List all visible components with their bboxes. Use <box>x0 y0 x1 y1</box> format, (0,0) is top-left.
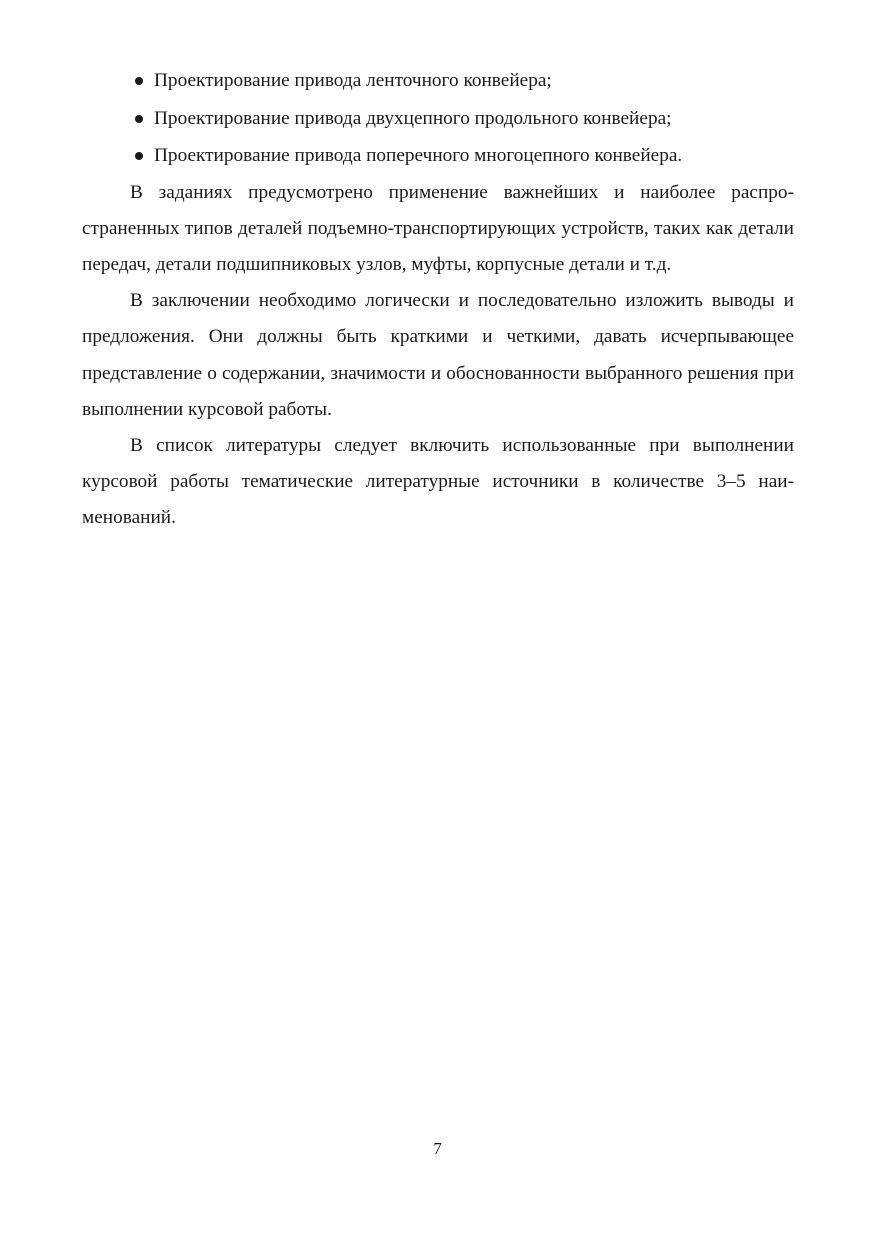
list-item <box>82 62 794 100</box>
page-body <box>82 62 794 537</box>
bullet-icon <box>135 115 143 123</box>
topic-list <box>82 62 794 175</box>
page-number: 7 <box>433 1139 442 1158</box>
paragraph-assignments: В заданиях предусмотрено применение важнейших и наиболее распространенных типов деталей подъемно-транспортирующих устройств, таких как детали передач, детали подшипниковых узлов, муфты, корпусные детали и т.д. <box>82 181 794 275</box>
list-item-text: Проектирование привода ленточного конвейера; <box>154 70 552 91</box>
list-item-text: Проектирование привода двухцепного продольного конвейера; <box>154 107 672 129</box>
bullet-icon <box>135 152 143 160</box>
bullet-icon <box>135 77 143 85</box>
list-item <box>82 137 794 175</box>
paragraph-conclusion: В заключении необходимо логически и последовательно изложить выводы и предложения. Они должны быть краткими и четкими, давать исчерпывающее представление о содержании, значимости и обоснованности выбранного решения при выполнении курсовой работы. <box>82 290 794 420</box>
list-item-text: Проектирование привода поперечного многоцепного конвейера. <box>154 145 683 166</box>
paragraph-references: В список литературы следует включить использованные при выполнении курсовой работы тематические литературные источники в количестве 3–5 наименований. <box>82 434 794 529</box>
list-item <box>82 100 794 138</box>
